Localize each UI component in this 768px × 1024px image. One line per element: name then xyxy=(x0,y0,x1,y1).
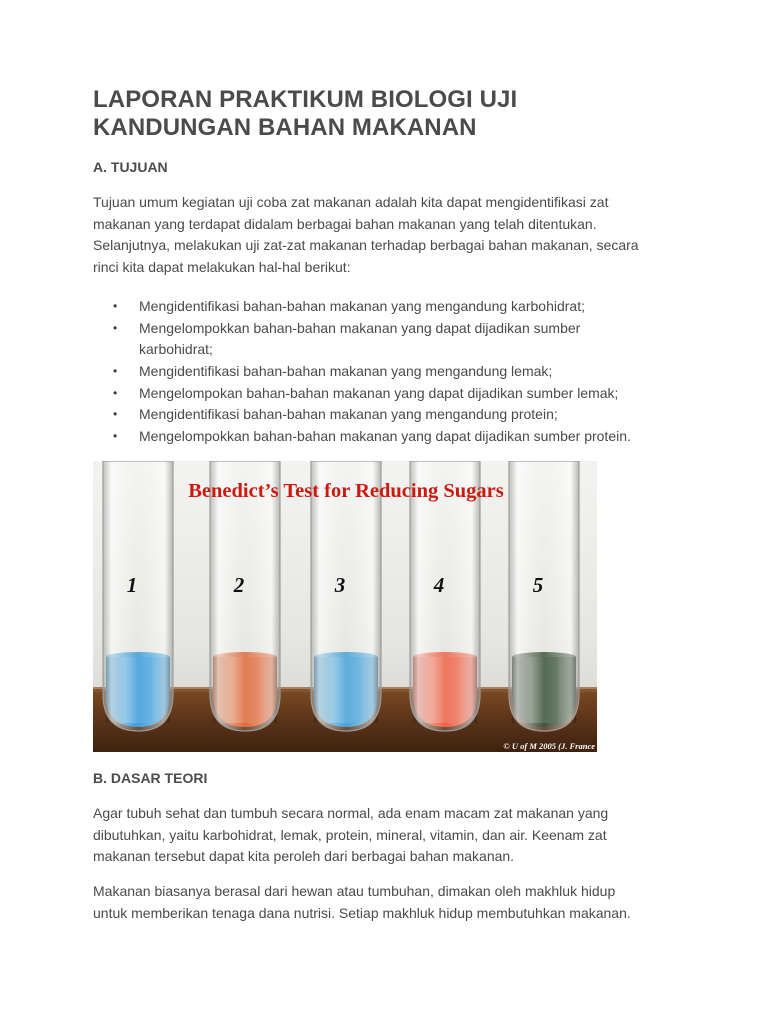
benedict-test-figure xyxy=(93,461,597,752)
title-line-1: LAPORAN PRAKTIKUM BIOLOGI UJI xyxy=(93,86,518,113)
section-b-heading: B. DASAR TEORI xyxy=(93,770,208,786)
tube-number-label: 3 xyxy=(334,573,346,597)
list-item: • Mengelompokkan bahan-bahan makanan yang dapat dijadikan sumber protein. xyxy=(93,426,683,448)
tube-number-label: 2 xyxy=(233,573,245,597)
section-b xyxy=(93,769,683,925)
bullet-icon: • xyxy=(113,429,118,444)
list-item: • Mengelompokan bahan-bahan makanan yang dapat dijadikan sumber lemak; xyxy=(93,383,683,405)
list-item: • Mengelompokkan bahan-bahan makanan yang dapat dijadikan sumber karbohidrat; xyxy=(113,319,581,358)
figure-title: Benedict’s Test for Reducing Sugars xyxy=(188,480,504,502)
test-tube-1 xyxy=(103,461,173,731)
intro-line: makanan yang terdapat didalam berbagai bahan makanan yang telah ditentukan. xyxy=(93,215,597,232)
figure-credit: © U of M 2005 (J. France xyxy=(503,741,595,751)
paragraph-line: Makanan biasanya berasal dari hewan atau tumbuhan, dimakan oleh makhluk hidup xyxy=(93,883,616,900)
intro-line: Tujuan umum kegiatan uji coba zat makanan adalah kita dapat mengidentifikasi zat xyxy=(93,194,609,210)
title-line-2: KANDUNGAN BAHAN MAKANAN xyxy=(93,114,477,141)
intro-line: Selanjutnya, melakukan uji zat-zat makanan terhadap berbagai bahan makanan, secara xyxy=(93,237,639,254)
paragraph-line: untuk memberikan tenaga dana nutrisi. Setiap makhluk hidup membutuhkan makanan. xyxy=(93,904,631,921)
bullet-icon: • xyxy=(113,363,118,378)
document-page xyxy=(93,86,683,448)
section-b-paragraph-2 xyxy=(93,881,683,924)
bullet-icon: • xyxy=(113,320,118,335)
bullet-icon: • xyxy=(113,298,118,313)
list-item: • Mengidentifikasi bahan-bahan makanan yang mengandung protein; xyxy=(93,404,683,426)
tube-glass xyxy=(509,461,579,731)
document-title xyxy=(93,86,683,142)
section-a-heading: A. TUJUAN xyxy=(93,159,168,175)
section-b-paragraph-1 xyxy=(93,803,683,868)
tube-number-label: 1 xyxy=(126,573,138,597)
tube-number-label: 4 xyxy=(433,573,445,597)
test-tube-5 xyxy=(509,461,579,731)
list-item: • Mengidentifikasi bahan-bahan makanan yang mengandung lemak; xyxy=(93,361,683,383)
intro-line: rinci kita dapat melakukan hal-hal berikut: xyxy=(93,259,351,276)
benedict-test-image xyxy=(93,461,597,752)
list-item: • Mengidentifikasi bahan-bahan makanan yang mengandung karbohidrat; xyxy=(93,296,683,318)
tube-glass xyxy=(103,461,173,731)
bullet-icon: • xyxy=(113,385,118,400)
paragraph-line: dibutuhkan, yaitu karbohidrat, lemak, protein, mineral, vitamin, dan air. Keenam zat xyxy=(93,826,607,843)
section-a-intro xyxy=(93,192,683,279)
objectives-list xyxy=(93,296,683,448)
paragraph-line: makanan tersebut dapat kita peroleh dari berbagai bahan makanan. xyxy=(93,848,515,865)
bullet-icon: • xyxy=(113,407,118,422)
paragraph-line: Agar tubuh sehat dan tumbuh secara normal, ada enam macam zat makanan yang xyxy=(93,805,609,821)
tube-number-label: 5 xyxy=(532,573,544,597)
